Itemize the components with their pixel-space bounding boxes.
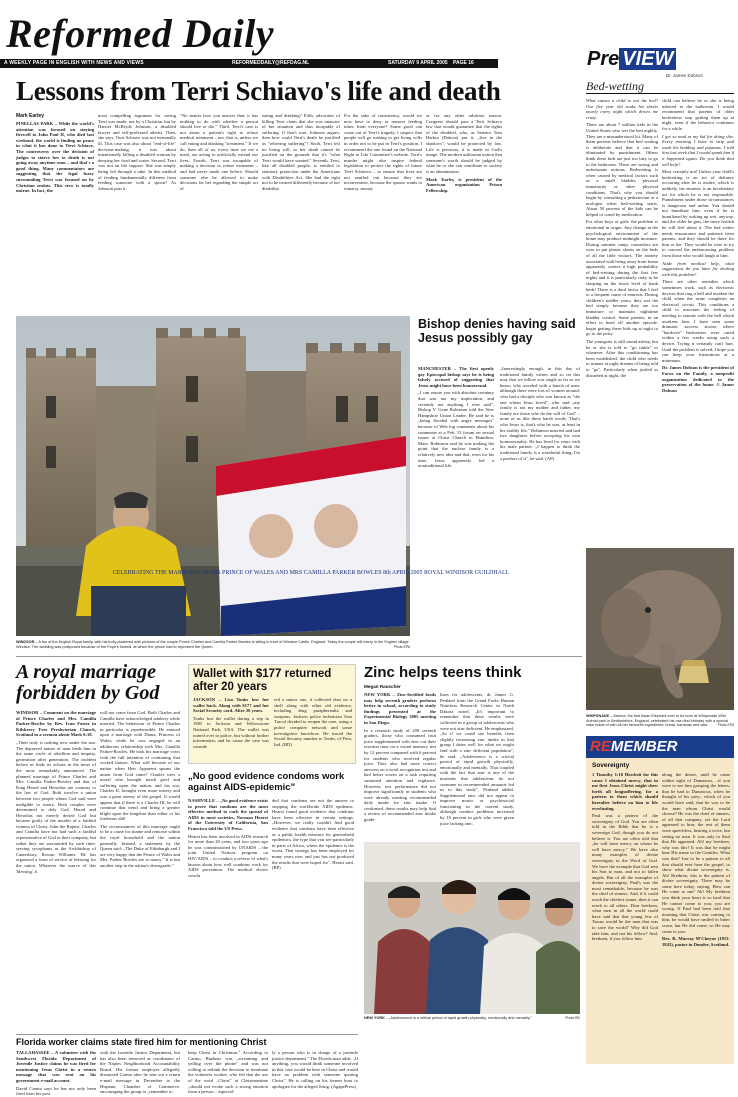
remember-logo (590, 738, 678, 755)
bedwetting-q3: Aside from medical help, what suggestions do you have for dealing with this problem? (662, 260, 734, 277)
schiavo-col-6-text: or for any other arbitrary reason. Congress should pass a Terri Schiavo law that would guarantee that the rights of the disabled, who, as Senator Tom Harkin (Dakota) put it, „live in the shadows", would be protected by law. Life is precious; it is made in God's image. The modern utilitarian notion that someone's worth should be judged by what he or she can contribute to society is an abomination. (426, 113, 502, 174)
zinc-photo (364, 842, 580, 1014)
remember-col-2 (662, 772, 730, 1060)
zinc-body-1: In a research study of 209 seventh graders, those who consumed fruit juice supplemented with zinc cut their reaction time on a visual memory test by 12 percent compared with 6 percent for students who received regular juice. They also had more correct answers on a word recognition test and had better scores on a task requiring sustained attention and vigilance. However, test performance did not improve significantly in students who were already meeting recommended daily intake for zinc intake. If confirmed, these results may help find a review of recommended zinc intake guide- (364, 727, 436, 823)
windsor-caption-lead: WINDSOR (16, 640, 35, 644)
bishop-body-2: „Interestingly enough, in this day of traditional family values and so on this may that we follow was single as far as we know; who traveled with a bunch of men, although there were lots of women around; who had a disciple who was known as "the one whom Jesus loved", who said „my family is not my mother and father, my family are those who do the will of God" – none of us like these harsh words. That's who Jesus is, that's who he was, at least in his earthly life." Robinson married and had two daughters before accepting his own homosexuality. He has lived for years with his male partner. „I happen to think the traditional family is a wonderful thing; I'm a product of it", he said. (AP) (500, 366, 580, 461)
florida-body-4: ly a person who is in charge of a juvenile justice department." The Florida man adds: „If anything, you would think someone involved in this case would be here in Christ and would have no problem with someone quoting Christ." He is calling on his former boss to apologize for the alleged firing. (AgapePress) (272, 1050, 358, 1089)
wallet-body-2: red a minor one, it collected dust on a shelf along with other old evidence, including drug paraphernalia and weapons. Jackson police technician Tom Turcol decided to reopen the case, using a police computer network and some investigative knowhow. He traced the Social Security number to Tonks, of Peru, Ind. (RD) (274, 697, 352, 747)
schiavo-col-6 (426, 113, 502, 311)
remember-logo-member: MEMBER (610, 738, 678, 755)
florida-body-1: David Carmo says he has not only been fired from his post (16, 1085, 96, 1097)
florida-col-2 (100, 1050, 180, 1095)
preview-logo (587, 48, 676, 70)
florida-col-1 (16, 1050, 96, 1097)
elephant-photo (586, 548, 734, 710)
schiavo-col-1 (16, 121, 94, 311)
florida-col-3 (188, 1050, 268, 1095)
preview-byline: Dr. James Dobson (666, 73, 704, 78)
bedwetting-q1: What causes a child to wet the bed? Our five year old soaks his sheets nearly every night which drives me crazy. (586, 98, 658, 120)
bishop-headline: Bishop denies having said Jesus possibly gay (418, 317, 576, 345)
condoms-col-2 (272, 798, 354, 1038)
zinc-col-1 (364, 692, 436, 840)
florida-body-3: keep Christ in Christmas." According to Carmo, Buehner was „screaming and yelling over the phone" and was not willing to rethink the decision to terminate the volunteer worker, who felt that the use of the word „Christ" at Christmastime „should not evoke such a strong emotion from a person – especial- (188, 1050, 268, 1095)
zinc-caption-text: – „Adolescence is a critical period of rapid growth physically, emotionally and mentally." (384, 1016, 532, 1020)
schiavo-col-3 (180, 113, 258, 311)
schiavo-col-5 (344, 113, 422, 311)
bedwetting-r2: Most certainly not! Unless your child's bedwetting is an act of defiance occurring after he is awake, which is unlikely, his enuresis is an involuntary act for which he is not responsible. Punishment under those circumstances is dangerous and unfair. You should not humiliate him, even if he is humiliated by waking up wet, anyway, and the older he gets, the more foolish he will feel about it. The bed wetter needs reassurance and patience from parents, and they should be there for him or her. They would be wise to try to conceal the embarrassing problem from those who would laugh at him. (662, 169, 734, 259)
schiavo-col-2-text: most compelling argument for saving Terri was made, not by a Christian, but by Harriet McBryde Johnson, a disabled lawyer and self-professed atheist. Then, she says, Terri Schiavo was not terminally ill. This case was also about "end-of-life" decision-making; it was about intentionally killing a disabled woman by denying her food and water. Second, Terri was not on life support. She was simply being fed through a tube. In this method of feeding fundamentally different from feeding someone with a spoon? As Johnson puts it: (98, 113, 176, 191)
zinc-col-2 (440, 692, 514, 840)
flag-caption-text: CELEBRATING THE MARRIAGE OF HIS PRINCE OF WALES AND MRS CAMILLA PARKER BOWLES 8th APRIL 2005 ROYAL WINDSOR GUILDHALL (112, 570, 510, 576)
remember-col-1 (592, 772, 658, 1060)
schiavo-col-5-text: For the sake of consistency, would we now have to deny or remove feeding tubes from everyone? Some good can come out of Terri's tragedy. I suspect that people will go rushing to get living wills in order not to be put in Terri's position. I recommend the one found on the National Right to Life Committee's website. Terri's murder might also inspire federal legislation to protect the rights of future Terri Schiavos – to ensure that lives are not snuffed out because they are inconvenient, because the spouse wants to remarry, money (344, 113, 422, 191)
students-image (364, 842, 580, 1014)
royal-lead: WINDSOR – Comment on the marriage of Prince Charles and Mrs. Camilla Parker-Bowles by Rev. Ivan Foster in Kilskeery Free Presbyterian Church, Scotland in a sermon about Mark 6:18. (16, 710, 96, 738)
masthead-date-area (388, 60, 474, 66)
condoms-col-1 (188, 798, 268, 1038)
florida-lead: TALLAHASSEE – A volunteer with the Southwest Florida Department of Juvenile Justice claims he was fired for mentioning Jesus Christ in a return message that was sent on his government e-mail account. (16, 1050, 96, 1083)
royal-col-1 (16, 710, 96, 1040)
wallet-headline: Wallet with $177 returned after 20 years (193, 668, 332, 693)
schiavo-col-2 (98, 113, 176, 311)
masthead-page: PAGE 16 (453, 60, 474, 66)
schiavo-col-4 (262, 113, 340, 311)
royal-headline: A royal marriage forbidden by God (16, 661, 160, 704)
zinc-author: Megan Rauscher (364, 684, 401, 689)
zinc-photo-credit: Photo RD (565, 1016, 580, 1020)
florida-body-2: with the Juvenile Justice Department, but has also been removed as coordinator of the Naples Neighborhood Accountability Board. His former employer allegedly dismissed Carmo after he sent out a return e-mail message in December to the Hispanic Chamber of Commerce, encouraging the group to „remember to (100, 1050, 180, 1095)
elephant-photo-credit: Photo EPA (717, 723, 734, 728)
bedwetting-r3: There are other remedies which sometimes work, such as electronic devices that ring a bell and awaken the child when the urine completes an electrical circuit. This conditions a child to associate the feeling of needing to urinate with the bell which awakens him. I have seen some dramatic success stories where "hardcore" bedwetters were cured within a few weeks using such a device. Trying it certainly can't hurt. Until the problem is solved, I hope you can keep your frustrations at a minimum. (662, 279, 734, 363)
masthead-email: REFORMEDDAILY@REFDAG.NL (232, 60, 310, 66)
remember-title: Sovereignty (592, 762, 630, 769)
wallet-col-1 (193, 697, 269, 761)
preview-subtitle: Bed-wetting (586, 79, 644, 93)
condoms-lead: NASHVILLE – „No good evidence exists to prove that condoms are the most effective method to curb the spread of AIDS in most societies, Norman Hearst of the University of California, San Francisco told the US Press. (188, 798, 269, 831)
elephant-caption-text: – Areena, the first Asian Elephant ever to be born at Whipsnade Wild Animal park in Bedfordshire, England, celebrated his own first birthday with a special cake made of with all her favourite ingredients: bread, bananas and oats. (586, 714, 729, 728)
bishop-col-2 (500, 366, 580, 654)
florida-headline: Florida worker claims state fired him for mentioning Christ (16, 1037, 267, 1047)
schiavo-col-4-text: eating and drinking? Fifth, advocates of killing Terri claim that she was unaware of her situation and thus incapable of suffering. If that's true, Johnson argues, then how could Terri's death be justified as "relieving suffering"? Sixth, Terri left no living will, so her death cannot be justified on the grounds that it's "what Terri would have wanted." Seventh, Terri, like all disabled people, is entitled to statutory protection under the Americans with Disabilities Act. She had the right not to be treated differently because of her disability. (262, 113, 340, 191)
remember-body-1: Paul was a pattern of the sovereignty of God. You are often told in the Bible that he is a sovereign God, though you do not believe it. You are often told that „he will have mercy on whom he will have mercy." We have also many examples of divine sovereignty in the Word of God. We have the example that God sent his Son to man, and not to fallen angels. But of all the examples of divine sovereignty, Paul's was the most remarkable, because he was the chief of sinners. And, if it could reach the chiefest sinner, then it can reach to all others. Dear brethren, what men in all the world could have said that that young Jew of Tarsus would be the man that was to save the world? Why did God take him, and not his fellow? And, brethren, if you follow him (592, 813, 658, 942)
zinc-lead: NEW YORK – Zinc-fortified foods may help seventh graders perform better in school, according to study findings presented at the Experimental Biology 2005 meeting in San Diego. (364, 692, 436, 725)
windsor-caption-text: – A fan of the English Royal family, with his trolly plastered with pictures of the couple Prince Charles and Camilla Parker Bowles is sitting in front of Windsor Castle, England. Today the couple will marry in the English village Windsor. The wedding was postponed because of the Pope's funeral, at which the prince had to represent the Queen. (16, 640, 409, 649)
bedwetting-bio: Dr. James Dobson is the president of Focus on the Family, a nonprofit organization dedicated to the preservation of the home. © James Dobson (662, 365, 734, 393)
schiavo-col-1-text: PINELLAS PARK – While the world's attention was focused on staying firewell to John Paul II, who died last weekend, the world is finding no peace in what it has done to Terri Schiavo. The controversy over the decision of judges to starve her to death is not going away anytime soon – and that's a good thing. Many commentators are suggesting that the legal fuzzy surrounding Terri was focused on by Christian zealots. This view is totally untrue. In fact, the (16, 121, 94, 194)
masthead-tagline: A WEEKLY PAGE IN ENGLISH WITH NEWS AND VIEWS (4, 60, 144, 66)
florida-divider (16, 1034, 358, 1035)
florida-col-4 (272, 1050, 358, 1089)
remember-logo-re: RE (590, 738, 611, 755)
remember-bio: Rev. R. Murray M'Cheyne (1813-1843), pastor in Dundee, Scotland. (662, 936, 730, 947)
royal-col-2 (100, 710, 180, 1040)
section-divider (16, 656, 582, 657)
masthead-title: Reformed Daily (6, 11, 275, 56)
wallet-body-1: Tonks lost the wallet during a trip in 1985 to Jackson and Yellowstone National Park, USA. The wallet was turned over to police, but without further information, and he cause the case was conside (193, 715, 269, 749)
bedwetting-a2: For other boys or girls, the problem is emotional in origin. Any change in the psychological environment of the home may produce midnight moisture. During summer camp, counselors are wise to put plastic sheets on the beds of all the little visitors. The anxiety associated with being away from home apparently creates a high probability of bed-wetting during the first few nights and it is particularly risky to be sleeping on the lower level of bunk beds! There is a third factor that I feel to a frequent cause of enuresis. During children's toddler years, they wet the bed simply because they are too immature to maintain nighttime bladder control. Some parents, in an effort to head off another episode, begin getting these kids up at night to go to the potty. (586, 219, 658, 337)
bishop-col-1 (418, 366, 494, 654)
wallet-lead: JACKSON – Lisa Tonks lost her wallet back. Along with $177 and her Social Security card. After 20 years. (193, 697, 269, 714)
condoms-headline: „No good evidence condoms work against AIDS-epidemic" (188, 771, 345, 793)
bishop-lead: MANCHESTER – The first openly gay Episcopal bishop says he is being falsely accused of suggesting that Jesus might have been homosexual. (418, 366, 494, 388)
royal-body-1: „Their truly is nothing new under the sun. The depraved nature of man leads him in the same circle of rebellion and iniquity, generation after generation. The incident before us finds its echoes in the news of the most remarkably announced. The planned marriage of Prince Charles and Mrs. Camilla Parker-Bowles and that of King Herod and Herodias are contrary to the law of God. Both involve a union between two people whom God said were ineligible to marry. Both couples were determined to defy God. Herod and Herodias not merely defied God but became guilty of the murder of a faithful witness of Christ, John the Baptist. Charles and Camilla have not had such a faithful representative of God in their company, but rather they are surrounded by such time-serving sycophants as the Archbishop of Canterbury, Rowan Williams. He has organised a form of service of blessing for the union. Whatever the source of this 'blessing', it (16, 739, 96, 874)
preview-logo-view: VIEW (619, 48, 676, 70)
bedwetting-a1: There are about 7 million kids in the United States who wet the bed nightly. They are a misunderstood lot. Many of them persists believe that bed wetting is deliberate and that it can be eliminated by punishment. Others think these kids are just too lazy to go to the bathroom. These are wrong and unfortunate notions. Bedwetting is often caused by medical factors such as a small bladder, physical immaturity or other physical conditions. That's why you should begin by consulting a pediatrician or a urologist when bed-wetting starts. About 50 percent of the kids can be helped or cured by medication. (586, 122, 658, 217)
royal-body-3: The circumstances of this marriage ought to be a cause for shame and remorse within the royal household and the nation generally. Instead, a statement by the Queen said: „The Duke of Edinburgh and I are very happy that the Prince of Wales and Mrs. Parker Bowles are to marry." It is but another step in the nation's downgrade." (100, 823, 180, 869)
zinc-headline: Zinc helps teens think (364, 664, 522, 681)
elephant-caption-lead: WHIPSNADE (586, 714, 610, 718)
schiavo-col-3-text: "No matter how you answer that, it has nothing to do with whether a person should live or die." Third, Terri's case is not about a patient's right to refuse medical treatment – nor, that is, unless we call eating and drinking "treatment." If we do, then all of us, every time we eat a meal, are acting to artificially extend our lives. Fourth, Terri was incapable of making a decision to refuse treatment – and had never made one before. Should someone else be allowed to make decisions for her regarding the simple act of (180, 113, 258, 191)
elephant-image (586, 548, 734, 710)
condoms-body-1: Hearst has been involved in AIDS research for more than 20 years, and two years ago he was commissioned by UNAIDS – the joint United Nations program on HIV/AIDS – to conduct a review of what's known about how well condoms work for AIDS prevention. The medical doctor conclu (188, 833, 268, 878)
schiavo-author: Mark Earley (16, 113, 45, 119)
zinc-caption (364, 1016, 580, 1021)
zinc-caption-lead: NEW YORK (364, 1016, 385, 1020)
bedwetting-r1: child can believe he or she is being ushered to the bathroom. I would recommend that parents of older bedwetters stop getting them up at night, even if the behavior continues for a while. (662, 98, 734, 131)
windsor-photo-credit: Photo EPA (393, 644, 410, 649)
preview-logo-pre: Pre (587, 48, 620, 70)
preview-rule (586, 93, 734, 94)
wallet-col-2 (274, 697, 352, 761)
bedwetting-a3: The youngster is still sound asleep, but he or she is told to "go tinkle" or whatever. After this conditioning has been established, the child who needs to urinate at night dreams of being told to "go". Particularly when jostled or disturbed at night, the (586, 338, 658, 378)
condoms-body-2: ded that condoms are not the answer to stopping the worldwide AIDS epidemic. Hearst found good evidence that condoms have been effective in certain settings. „However, we really couldn't find good evidence that condoms have been effective as a public health measure for generalized epidemics, the type that you see particularly in parts of Africa, where the epidemic is the worst. That strategy has been employed for many years now and just has not produced the results that were hoped for", Hearst said. (BP) (272, 798, 354, 871)
elephant-caption (586, 714, 734, 728)
remember-verse: 1 Timothy 1:16 Howbeit for this cause I obtained mercy, that in me first Jesus Christ might shew forth all longsuffering, for a pattern to them which should hereafter believe on him to life everlasting. (592, 772, 658, 811)
schiavo-bio: Mark Earley is president of the American organization Prison Fellowship. (426, 176, 502, 193)
windsor-caption (16, 640, 410, 649)
royal-body-2: will not come from God. Both Charles and Camilla have acknowledged adultery while married. The behaviour of Prince Charles in particular is reprehensible. He entered upon a marriage with Diana, Princess of Wales, while he was engaged in an adulterous relationship with Mrs. Camilla Parker-Bowles. He took his marriage vows with the full intention of continuing that wicked liaison. What will become of our nation when Heir Apparent spurns the union from God came? Charles tries a moral who brought much grief and suffering upon the nation, and his son, Charles II, brought even more misery and was a great enemy of the gospel. It would appear that if there is a Charles III, he will continue that trend and bring a greater blight upon the kingdom than either of his forebears did! (100, 710, 180, 822)
remember-body-2: along the desert, until he came within sight of Damascus, –if you were to see him grasping the letters, that he had to Damascus, when he thought of his prey– which of you would have said, that he was to be the man whom Christ would choose? He was the chief of sinners, of all that company, yet the Lord appeared to him; the rest of them were speechless, hearing a voice, but seeing no man. It was only to Saul that He appeared. Ah! my brethren, why was this? It was that he might bear His name to the Gentiles. What was that? Just to be a pattern to all that should ever hear the gospel, to show what divine sovereignty is. Ah! Brethren, this is the pattern of divine sovereignty. There may be some here today, saying, How can He come to me? Ah! My brethren you think your heart is so hard that He cannot come to you; you are wrong. If Paul had been told that morning that Christ was coming to him, he would have smiled in bitter scorn, but He did come; so He may come to you. (662, 772, 730, 934)
schiavo-headline: Lessons from Terri Schiavo's life and death (16, 76, 501, 106)
zinc-body-2: lines for adolescents, dr. James G. Penland from the Grand Forks Human Nutrition Research Center in North Dakota noted. „It's important to remember that these results were collected in a group of adolescents who were not zinc deficient. He emphasized. „So if we could see benefits from slightly increasing zinc intake in that group I dates well for what we might find with a zinc deficient population", he said. „Adolescence is a critical period of rapid growth physically, emotionally and mentally. That coupled with the fact that zinc is one of the nutrients that adolescents do not consume in recommended amounts led us to this study", Penland added. Supplemental zinc did not appear to improve motor or psychosocial functioning in the current study, although conduct problems increased by 10 percent in girls who were given juice lacking zinc. (440, 692, 514, 826)
bishop-body-1: „I can assure you with absolute certainty that was not my implication, and certainly not anything I ever said", Bishop V. Gene Robinson told the New Hampshire Union Leader. He said he is „being flooded with angry messages" because of Web log comments about his comments at a Feb. 13 forum on sexual issues at Christ Church in Hamilton, Mass. Robinson said he was making the point that the nuclear family is a relatively new idea and that, even for his time, Jesus apparently led a nontraditional life. (418, 390, 494, 469)
masthead-date: SATURDAY 9 APRIL 2005 (388, 60, 448, 66)
bedwetting-q2: I get so mad at my kid for doing this. Every morning I have to strip and wash his bedding and pajamas. I told him last week that I would spank him if it happened again. Do you think that will help? (662, 133, 734, 167)
